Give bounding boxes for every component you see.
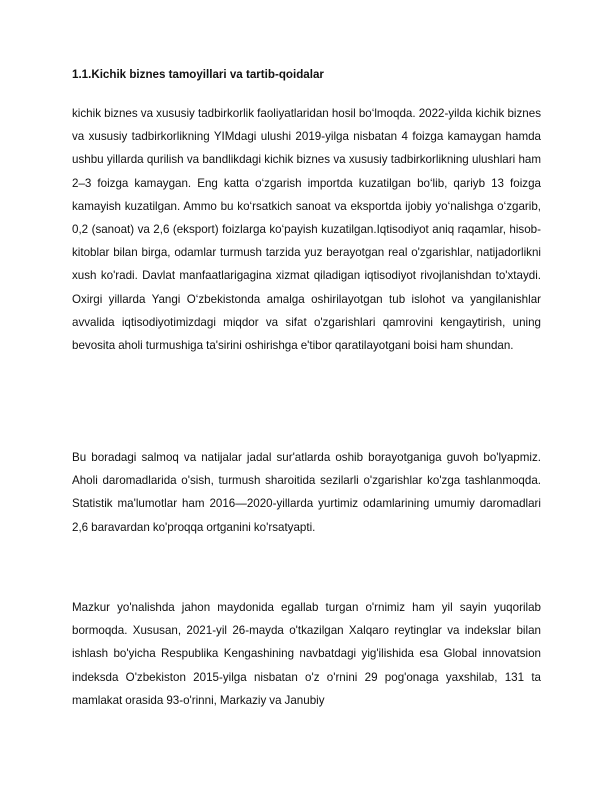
paragraph-small-business-share: kichik biznes va xususiy tadbirkorlik faoliyatlaridan hosil bo‘lmoqda. 2022-yilda kichik biznes va xususiy tadbirkorlikning YIMdagi ulushi 2019-yilga nisbatan 4 foizga kamaygan hamda ushbu yillarda qurilish va bandlikdagi kichik biznes va xususiy tadbirkorlikning ulushlari ham 2–3 foizga kamaygan. Eng katta o‘zgarish importda kuzatilgan bo‘lib, qariyb 13 foizga kamayish kuzatilgan. Ammo bu ko‘rsatkich sanoat va eksportda ijobiy yo‘nalishga o‘zgarib, 0,2 (sanoat) va 2,6 (eksport) foizlarga ko‘payish kuzatilgan.Iqtisodiyot aniq raqamlar, hisob-kitoblar bilan birga, odamlar turmush tarzida yuz berayotgan real o'zgarishlar, natijadorlikni xush ko'radi. Davlat manfaatlarigagina xizmat qiladigan iqtisodiyot rivojlanishdan to'xtaydi. Oxirgi yillarda Yangi O‘zbekistonda amalga oshirilayotgan tub islohot va yangilanishlar avvalida iqtisodiyotimizdagi miqdor va sifat o'zgarishlari qamrovini kengaytirish, uning bevosita aholi turmushiga ta'sirini oshirishga e'tibor qaratilayotgani boisi ham shundan. [72, 107, 541, 353]
paragraph-income-growth: Bu boradagi salmoq va natijalar jadal sur'atlarda oshib borayotganiga guvoh bo'lyapmiz. Aholi daromadlarida o'sish, turmush sharoitida sezilarli o'zgarishlar ko'zga tashlanmoqda. Statistik ma'lumotlar ham 2016—2020-yillarda yurtimiz odamlarining umumiy daromadlari 2,6 baravardan ko'proqqa ortganini ko'rsatyapti. [72, 451, 541, 534]
paragraph-global-ranking: Mazkur yo'nalishda jahon maydonida egallab turgan o'rnimiz ham yil sayin yuqorilab bormoqda. Xususan, 2021-yil 26-mayda o'tkazilgan Xalqaro reytinglar va indekslar bilan ishlash bo'yicha Respublika Kengashining navbatdagi yig'ilishida esa Global innovatsion indeksda O'zbekiston 2015-yilga nisbatan o'z o'rnini 29 pog'onaga yaxshilab, 131 ta mamlakat orasida 93-o'rinni, Markaziy va Janubiy [72, 601, 541, 707]
section-heading: 1.1.Kichik biznes tamoyillari va tartib-qoidalar [72, 68, 324, 81]
